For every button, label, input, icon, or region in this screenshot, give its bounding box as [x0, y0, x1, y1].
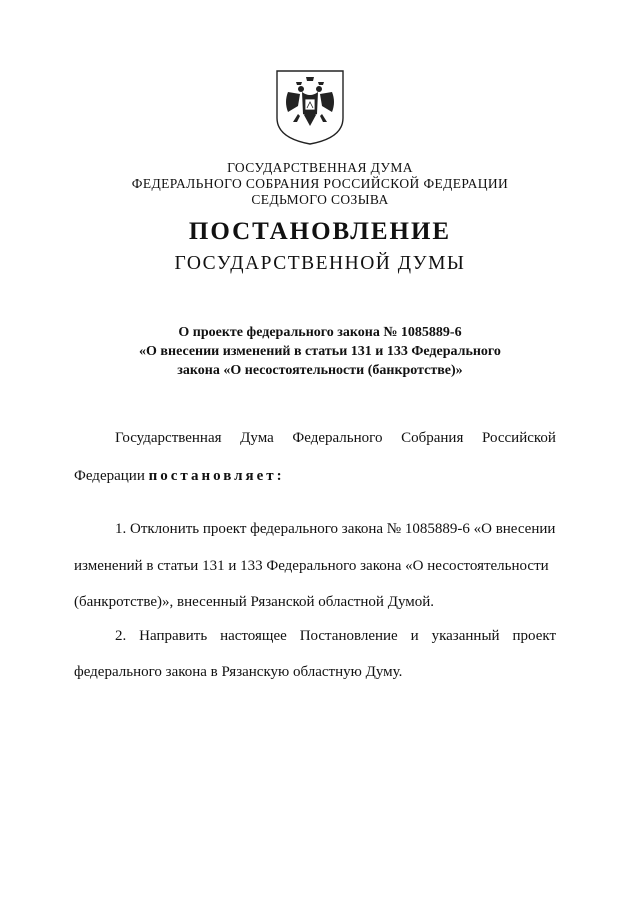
preamble-word: Дума: [240, 430, 274, 446]
bill-title-line-2: «О внесении изменений в статьи 131 и 133 Федерального: [139, 344, 501, 359]
item-2-line-1: [115, 628, 556, 645]
coat-of-arms-icon: [274, 68, 346, 146]
preamble-line-1: [115, 430, 556, 447]
header-line-1: ГОСУДАРСТВЕННАЯ ДУМА: [227, 160, 413, 175]
item-2-word: Постановление: [299, 628, 398, 644]
item-2-word: 2.: [115, 628, 127, 644]
document-subtype: ГОСУДАРСТВЕННОЙ ДУМЫ: [174, 253, 466, 274]
item-2-line-2: федерального закона в Рязанскую областную Думу.: [74, 664, 403, 680]
item-1-line-3: (банкротстве)», внесенный Рязанской областной Думой.: [74, 594, 435, 610]
item-2-word: и: [410, 628, 419, 644]
preamble-word: Собрания: [401, 430, 464, 446]
preamble-line-2: [74, 468, 285, 485]
bill-title-line-1: О проекте федерального закона № 1085889-6: [178, 325, 462, 340]
preamble-word: Российской: [482, 430, 556, 446]
header-line-3: СЕДЬМОГО СОЗЫВА: [251, 192, 389, 207]
header-line-2: ФЕДЕРАЛЬНОГО СОБРАНИЯ РОССИЙСКОЙ ФЕДЕРАЦИИ: [131, 176, 509, 191]
item-2-word: проект: [512, 628, 556, 644]
item-1-line-2: изменений в статьи 131 и 133 Федерального закона «О несостоятельности: [74, 558, 549, 574]
item-2-word: Направить: [139, 628, 208, 644]
item-2-word: указанный: [431, 628, 500, 644]
preamble-word: Государственная: [115, 430, 222, 446]
bill-title-line-3: закона «О несостоятельности (банкротстве)»: [177, 363, 463, 378]
decree-verb: постановляет:: [148, 468, 285, 484]
preamble-word: Федерального: [292, 430, 383, 446]
document-type: ПОСТАНОВЛЕНИЕ: [188, 218, 452, 245]
item-1-line-1: 1. Отклонить проект федерального закона № 1085889-6 «О внесении: [115, 521, 556, 537]
preamble-federation: Федерации: [74, 468, 145, 484]
item-2-word: настоящее: [220, 628, 287, 644]
